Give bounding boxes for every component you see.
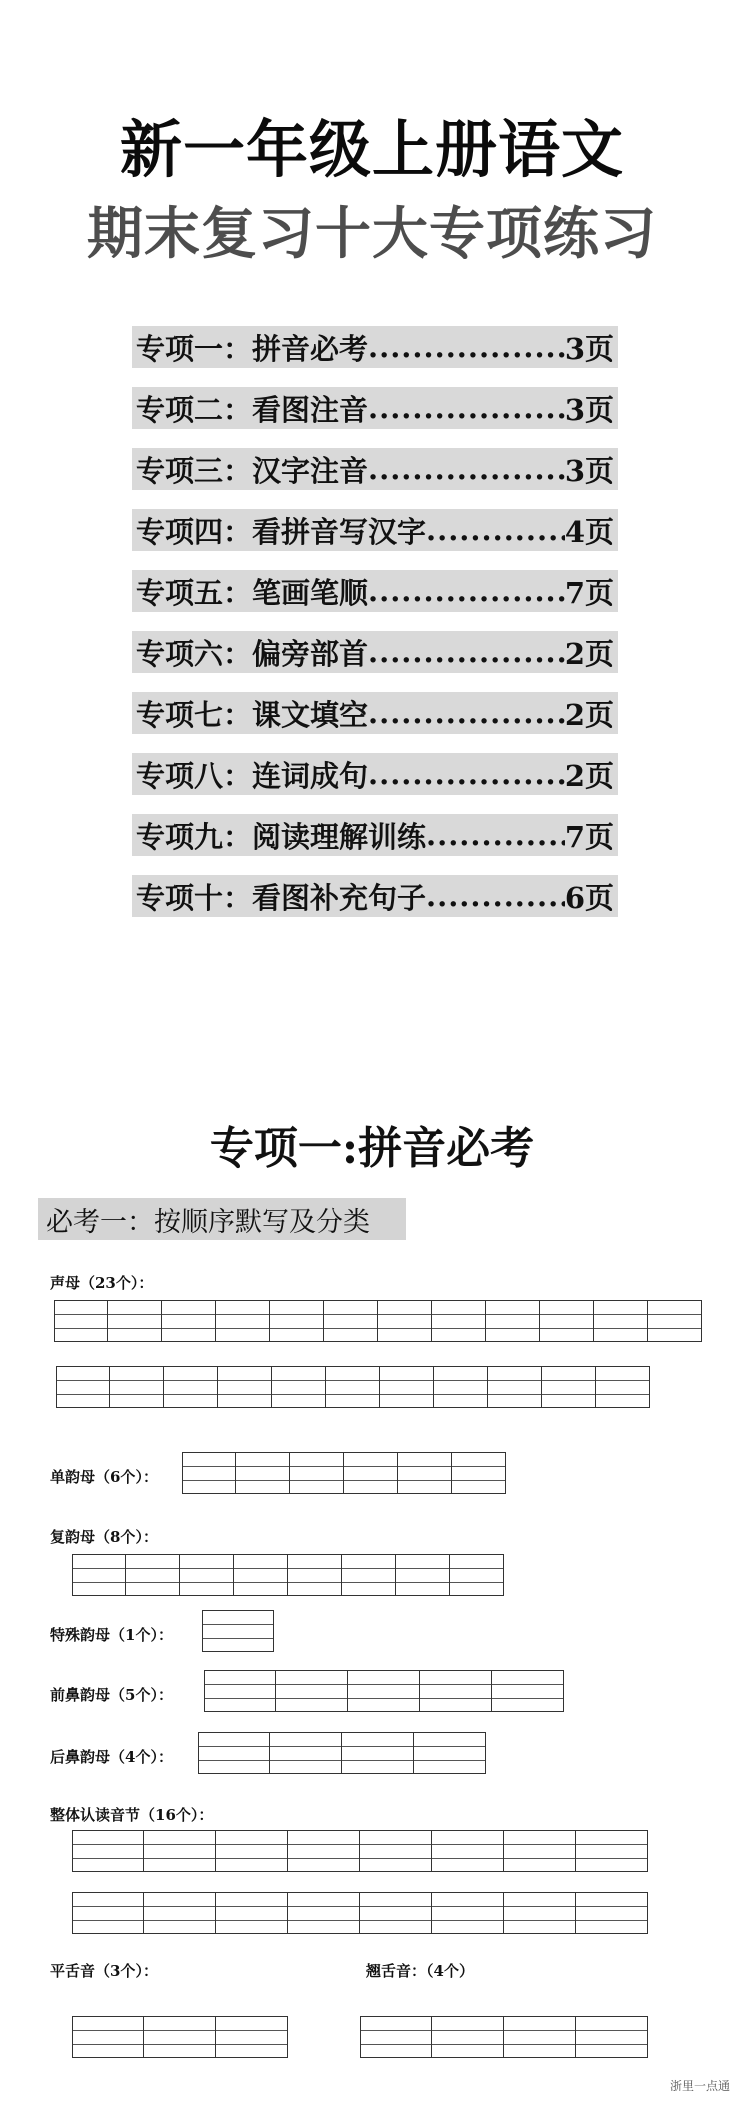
pinyin-cell[interactable] [198, 1732, 270, 1774]
toc-item-label: 专项七：课文填空 [136, 697, 369, 732]
qiaoshe-label: 翘舌音：（4个） [366, 1962, 474, 1980]
pinyin-cell[interactable] [596, 1366, 650, 1408]
pinyin-cell[interactable] [540, 1300, 594, 1342]
toc-item-label: 专项一：拼音必考 [136, 331, 369, 366]
pinyin-cell[interactable] [216, 1830, 288, 1872]
pinyin-cell[interactable] [216, 2016, 288, 2058]
teshu-label: 特殊韵母（1个）： [50, 1626, 173, 1644]
watermark-text: 浙里一点通 [669, 2079, 730, 2093]
pinyin-cell[interactable] [432, 1300, 486, 1342]
pinyin-cell[interactable] [54, 1300, 108, 1342]
pinyin-cell[interactable] [270, 1732, 342, 1774]
pinyin-cell[interactable] [432, 1830, 504, 1872]
pinyin-cell[interactable] [434, 1366, 488, 1408]
pinyin-cell[interactable] [180, 1554, 234, 1596]
pinyin-cell[interactable] [488, 1366, 542, 1408]
qianbi-grid[interactable] [204, 1670, 564, 1712]
pinyin-cell[interactable] [504, 1830, 576, 1872]
toc-leader [368, 391, 565, 425]
pinyin-cell[interactable] [576, 1830, 648, 1872]
pinyin-cell[interactable] [276, 1670, 348, 1712]
teshu-grid[interactable] [202, 1610, 274, 1652]
section-title: 专项一:拼音必考 [209, 1123, 535, 1174]
toc-item [132, 509, 618, 551]
pinyin-cell[interactable] [344, 1452, 398, 1494]
pinyin-cell[interactable] [348, 1670, 420, 1712]
pinyin-cell[interactable] [576, 2016, 648, 2058]
pinyin-cell[interactable] [360, 1830, 432, 1872]
pinyin-cell[interactable] [72, 1830, 144, 1872]
pinyin-cell[interactable] [204, 1670, 276, 1712]
pinyin-cell[interactable] [110, 1366, 164, 1408]
toc-item-label: 专项二：看图注音 [136, 392, 369, 427]
pinyin-cell[interactable] [380, 1366, 434, 1408]
pinyin-cell[interactable] [202, 1610, 274, 1652]
qianbi-label: 前鼻韵母（5个）： [50, 1686, 173, 1704]
pinyin-cell[interactable] [72, 1554, 126, 1596]
toc-item-page: 2页 [564, 697, 614, 732]
qiaoshe-grid[interactable] [360, 2016, 648, 2058]
pinyin-cell[interactable] [144, 2016, 216, 2058]
table-of-contents [132, 326, 618, 936]
houbi-grid[interactable] [198, 1732, 486, 1774]
pinyin-cell[interactable] [216, 1892, 288, 1934]
pinyin-cell[interactable] [450, 1554, 504, 1596]
pinyin-cell[interactable] [182, 1452, 236, 1494]
pinyin-cell[interactable] [492, 1670, 564, 1712]
pinyin-cell[interactable] [504, 1892, 576, 1934]
pinyin-cell[interactable] [326, 1366, 380, 1408]
pinyin-cell[interactable] [360, 2016, 432, 2058]
pinyin-cell[interactable] [398, 1452, 452, 1494]
houbi-label: 后鼻韵母（4个）： [50, 1748, 173, 1766]
pinyin-cell[interactable] [452, 1452, 506, 1494]
toc-item-label: 专项三：汉字注音 [136, 453, 369, 488]
pinyin-cell[interactable] [360, 1892, 432, 1934]
toc-leader [368, 696, 565, 730]
pinyin-cell[interactable] [648, 1300, 702, 1342]
toc-item [132, 692, 618, 734]
toc-item [132, 570, 618, 612]
toc-item [132, 387, 618, 429]
toc-item-page: 3页 [564, 331, 614, 366]
toc-item [132, 814, 618, 856]
pinyin-cell[interactable] [72, 2016, 144, 2058]
shengmu-grid-row2[interactable] [56, 1366, 650, 1408]
exercise-heading: 必考一：按顺序默写及分类 [38, 1198, 406, 1240]
toc-item-page: 7页 [564, 575, 614, 610]
pinyin-cell[interactable] [324, 1300, 378, 1342]
pingshe-label: 平舌音（3个）： [50, 1962, 158, 1980]
pinyin-cell[interactable] [234, 1554, 288, 1596]
cover-title: 新一年级上册语文 [119, 113, 624, 186]
pinyin-cell[interactable] [108, 1300, 162, 1342]
pinyin-cell[interactable] [272, 1366, 326, 1408]
toc-item-label: 专项十：看图补充句子 [136, 880, 427, 915]
pinyin-cell[interactable] [420, 1670, 492, 1712]
toc-item-label: 专项八：连词成句 [136, 758, 369, 793]
pinyin-cell[interactable] [342, 1554, 396, 1596]
pinyin-cell[interactable] [56, 1366, 110, 1408]
toc-leader [368, 574, 565, 608]
toc-leader [426, 513, 565, 547]
toc-leader [368, 452, 565, 486]
pingshe-grid[interactable] [72, 2016, 288, 2058]
toc-item [132, 631, 618, 673]
pinyin-cell[interactable] [342, 1732, 414, 1774]
pinyin-cell[interactable] [396, 1554, 450, 1596]
pinyin-cell[interactable] [486, 1300, 540, 1342]
pinyin-cell[interactable] [270, 1300, 324, 1342]
fuyunmu-grid[interactable] [72, 1554, 504, 1596]
pinyin-cell[interactable] [218, 1366, 272, 1408]
pinyin-cell[interactable] [290, 1452, 344, 1494]
toc-item [132, 753, 618, 795]
cover-subtitle: 期末复习十大专项练习 [87, 201, 657, 267]
pinyin-cell[interactable] [378, 1300, 432, 1342]
pinyin-cell[interactable] [236, 1452, 290, 1494]
pinyin-cell[interactable] [542, 1366, 596, 1408]
pinyin-cell[interactable] [162, 1300, 216, 1342]
pinyin-cell[interactable] [164, 1366, 218, 1408]
pinyin-cell[interactable] [126, 1554, 180, 1596]
pinyin-cell[interactable] [576, 1892, 648, 1934]
toc-item-page: 2页 [564, 758, 614, 793]
pinyin-cell[interactable] [288, 1892, 360, 1934]
toc-leader [368, 635, 565, 669]
zhengti-label: 整体认读音节（16个）： [50, 1806, 214, 1824]
pinyin-cell[interactable] [72, 1892, 144, 1934]
pinyin-cell[interactable] [288, 1554, 342, 1596]
pinyin-cell[interactable] [288, 1830, 360, 1872]
toc-item-label: 专项四：看拼音写汉字 [136, 514, 427, 549]
toc-item [132, 875, 618, 917]
toc-item-page: 6页 [564, 880, 614, 915]
shengmu-label: 声母（23个）： [50, 1274, 154, 1292]
toc-item [132, 448, 618, 490]
shengmu-grid-row1[interactable] [54, 1300, 702, 1342]
toc-leader [426, 818, 565, 852]
zhengti-grid-row1[interactable] [72, 1830, 648, 1872]
toc-item-page: 7页 [564, 819, 614, 854]
toc-leader [368, 330, 565, 364]
toc-leader [426, 879, 565, 913]
danyunmu-label: 单韵母（6个）： [50, 1468, 158, 1486]
fuyunmu-label: 复韵母（8个）： [50, 1528, 158, 1546]
toc-item-label: 专项九：阅读理解训练 [136, 819, 427, 854]
zhengti-grid-row2[interactable] [72, 1892, 648, 1934]
toc-item-page: 4页 [564, 514, 614, 549]
toc-item [132, 326, 618, 368]
toc-item-label: 专项五：笔画笔顺 [136, 575, 369, 610]
toc-item-label: 专项六：偏旁部首 [136, 636, 369, 671]
pinyin-cell[interactable] [432, 2016, 504, 2058]
pinyin-cell[interactable] [144, 1830, 216, 1872]
pinyin-cell[interactable] [144, 1892, 216, 1934]
danyunmu-grid[interactable] [182, 1452, 506, 1494]
pinyin-cell[interactable] [594, 1300, 648, 1342]
toc-leader [368, 757, 565, 791]
toc-item-page: 3页 [564, 392, 614, 427]
pinyin-cell[interactable] [504, 2016, 576, 2058]
pinyin-cell[interactable] [432, 1892, 504, 1934]
toc-item-page: 3页 [564, 453, 614, 488]
pinyin-cell[interactable] [216, 1300, 270, 1342]
toc-item-page: 2页 [564, 636, 614, 671]
pinyin-cell[interactable] [414, 1732, 486, 1774]
